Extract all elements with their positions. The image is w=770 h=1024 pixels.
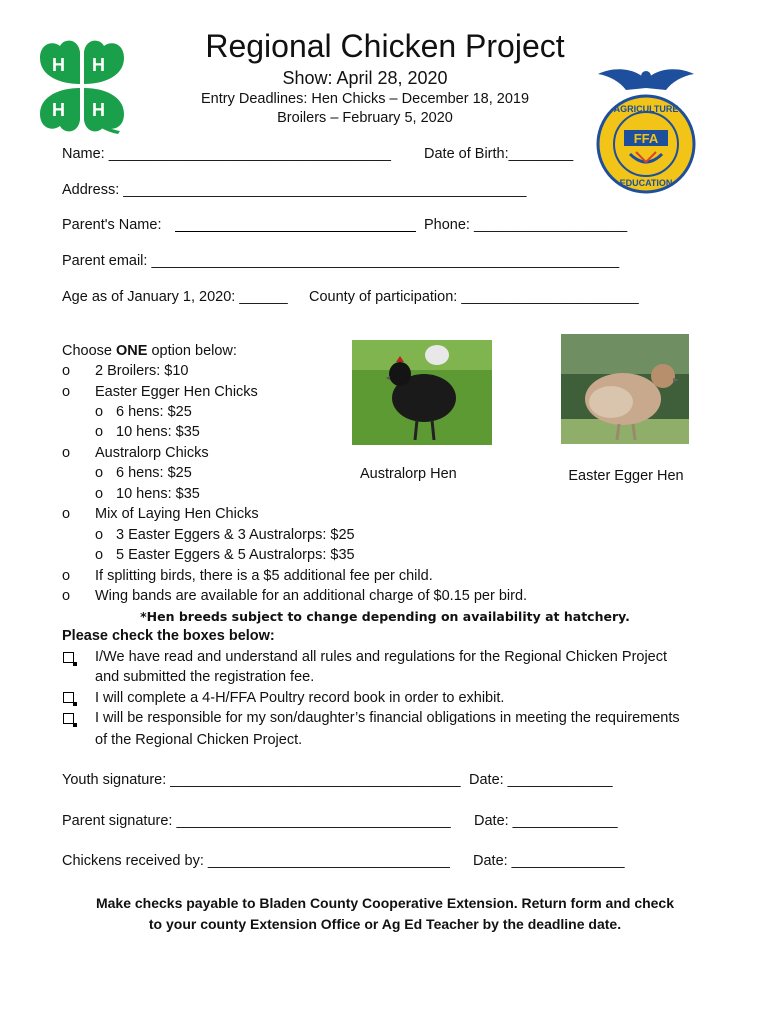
svg-text:H: H — [52, 100, 65, 120]
rules-checkbox[interactable] — [63, 652, 74, 663]
option-broilers: 2 Broilers: $10 — [95, 363, 189, 379]
footer-line1: Make checks payable to Bladen County Cooperative Extension. Return form and check — [95, 895, 675, 911]
age-field[interactable]: Age as of January 1, 2020: ______ — [62, 289, 288, 305]
option-australorp: Australorp Chicks — [95, 445, 209, 461]
youth-signature-field[interactable]: Youth signature: ____________________________________ — [62, 772, 461, 788]
options-intro-prefix: Choose — [62, 343, 117, 359]
phone-row — [424, 217, 627, 233]
rules-text-line1: I/We have read and understand all rules and regulations for the Regional Chicken Project — [95, 649, 668, 665]
parent-name-row — [62, 217, 161, 233]
sub-bullet: o — [95, 547, 104, 563]
svg-text:H: H — [92, 55, 105, 75]
option-australorp-10: 10 hens: $35 — [116, 486, 200, 502]
record-book-checkbox[interactable] — [63, 692, 74, 703]
broilers-deadline: Broilers – February 5, 2020 — [277, 110, 453, 126]
show-date: Show: April 28, 2020 — [282, 68, 448, 88]
youth-date-field[interactable]: Date: _____________ — [469, 772, 613, 788]
dob-row — [424, 146, 573, 162]
parent-date-field[interactable]: Date: _____________ — [474, 813, 618, 829]
checks-title: Please check the boxes below: — [62, 628, 275, 644]
name-field[interactable]: Name: ___________________________________ — [62, 146, 391, 162]
easter-egger-hen-label: Easter Egger Hen — [568, 468, 684, 484]
address-row — [62, 182, 526, 198]
page-title: Regional Chicken Project — [205, 28, 565, 64]
option-wing-bands: Wing bands are available for an additional charge of $0.15 per bird. — [95, 588, 528, 604]
hen-breeds-note: *Hen breeds subject to change depending on availability at hatchery. — [140, 609, 630, 624]
phone-field[interactable]: Phone: ___________________ — [424, 217, 628, 233]
sub-bullet: o — [95, 424, 104, 440]
ffa-center-text: FFA — [633, 131, 659, 146]
ffa-ring-top-text: AGRICULTURE — [613, 104, 679, 114]
australorp-hen-photo — [352, 340, 492, 445]
parent-email-row — [62, 253, 619, 269]
ffa-ring-bottom-text: EDUCATION — [619, 178, 673, 188]
svg-text:H: H — [52, 55, 65, 75]
name-row — [62, 146, 391, 162]
rules-text-line2: and submitted the registration fee. — [95, 669, 315, 685]
financial-checkbox[interactable] — [63, 713, 74, 724]
4h-logo-text: 4-H — [107, 121, 121, 134]
option-easter-10: 10 hens: $35 — [116, 424, 200, 440]
sub-bullet: o — [95, 486, 104, 502]
dob-field[interactable]: Date of Birth:________ — [424, 146, 574, 162]
bullet: o — [62, 568, 71, 584]
parent-email-field[interactable]: Parent email: __________________________________________________________ — [62, 253, 620, 269]
age-row — [62, 289, 288, 305]
easter-egger-hen-photo — [561, 334, 689, 444]
options-intro-suffix: option below: — [147, 343, 237, 359]
options-intro-bold: ONE — [116, 343, 148, 359]
sub-bullet: o — [95, 465, 104, 481]
bullet: o — [62, 588, 71, 604]
bullet: o — [62, 363, 71, 379]
australorp-hen-label: Australorp Hen — [360, 466, 457, 482]
options-intro — [62, 343, 237, 359]
sub-bullet: o — [95, 404, 104, 420]
option-easter-egger: Easter Egger Hen Chicks — [95, 384, 258, 400]
bullet: o — [62, 506, 71, 522]
option-mix-5: 5 Easter Eggers & 5 Australorps: $35 — [116, 547, 355, 563]
option-mix-3: 3 Easter Eggers & 3 Australorps: $25 — [116, 527, 355, 543]
parent-name-label: Parent's Name: — [62, 217, 162, 233]
bullet: o — [62, 384, 71, 400]
parent-name-line[interactable] — [175, 231, 416, 232]
entry-deadlines: Entry Deadlines: Hen Chicks – December 18, 2019 — [200, 91, 530, 107]
parent-signature-field[interactable]: Parent signature: __________________________________ — [62, 813, 451, 829]
county-row — [309, 289, 639, 305]
option-easter-6: 6 hens: $25 — [116, 404, 192, 420]
financial-text-line2: of the Regional Chicken Project. — [95, 732, 303, 748]
chickens-received-field[interactable]: Chickens received by: ______________________________ — [62, 853, 450, 869]
received-date-field[interactable]: Date: ______________ — [473, 853, 625, 869]
svg-text:H: H — [92, 100, 105, 120]
record-book-text: I will complete a 4-H/FFA Poultry record book in order to exhibit. — [95, 690, 505, 706]
footer-line2: to your county Extension Office or Ag Ed Teacher by the deadline date. — [148, 916, 622, 932]
option-australorp-6: 6 hens: $25 — [116, 465, 192, 481]
financial-text-line1: I will be responsible for my son/daughter’s financial obligations in meeting the requirements — [95, 710, 680, 726]
option-splitting-fee: If splitting birds, there is a $5 additional fee per child. — [95, 568, 433, 584]
address-field[interactable]: Address: __________________________________________________ — [62, 182, 527, 198]
option-mix: Mix of Laying Hen Chicks — [95, 506, 259, 522]
sub-bullet: o — [95, 527, 104, 543]
bullet: o — [62, 445, 71, 461]
county-field[interactable]: County of participation: ______________________ — [309, 289, 639, 305]
